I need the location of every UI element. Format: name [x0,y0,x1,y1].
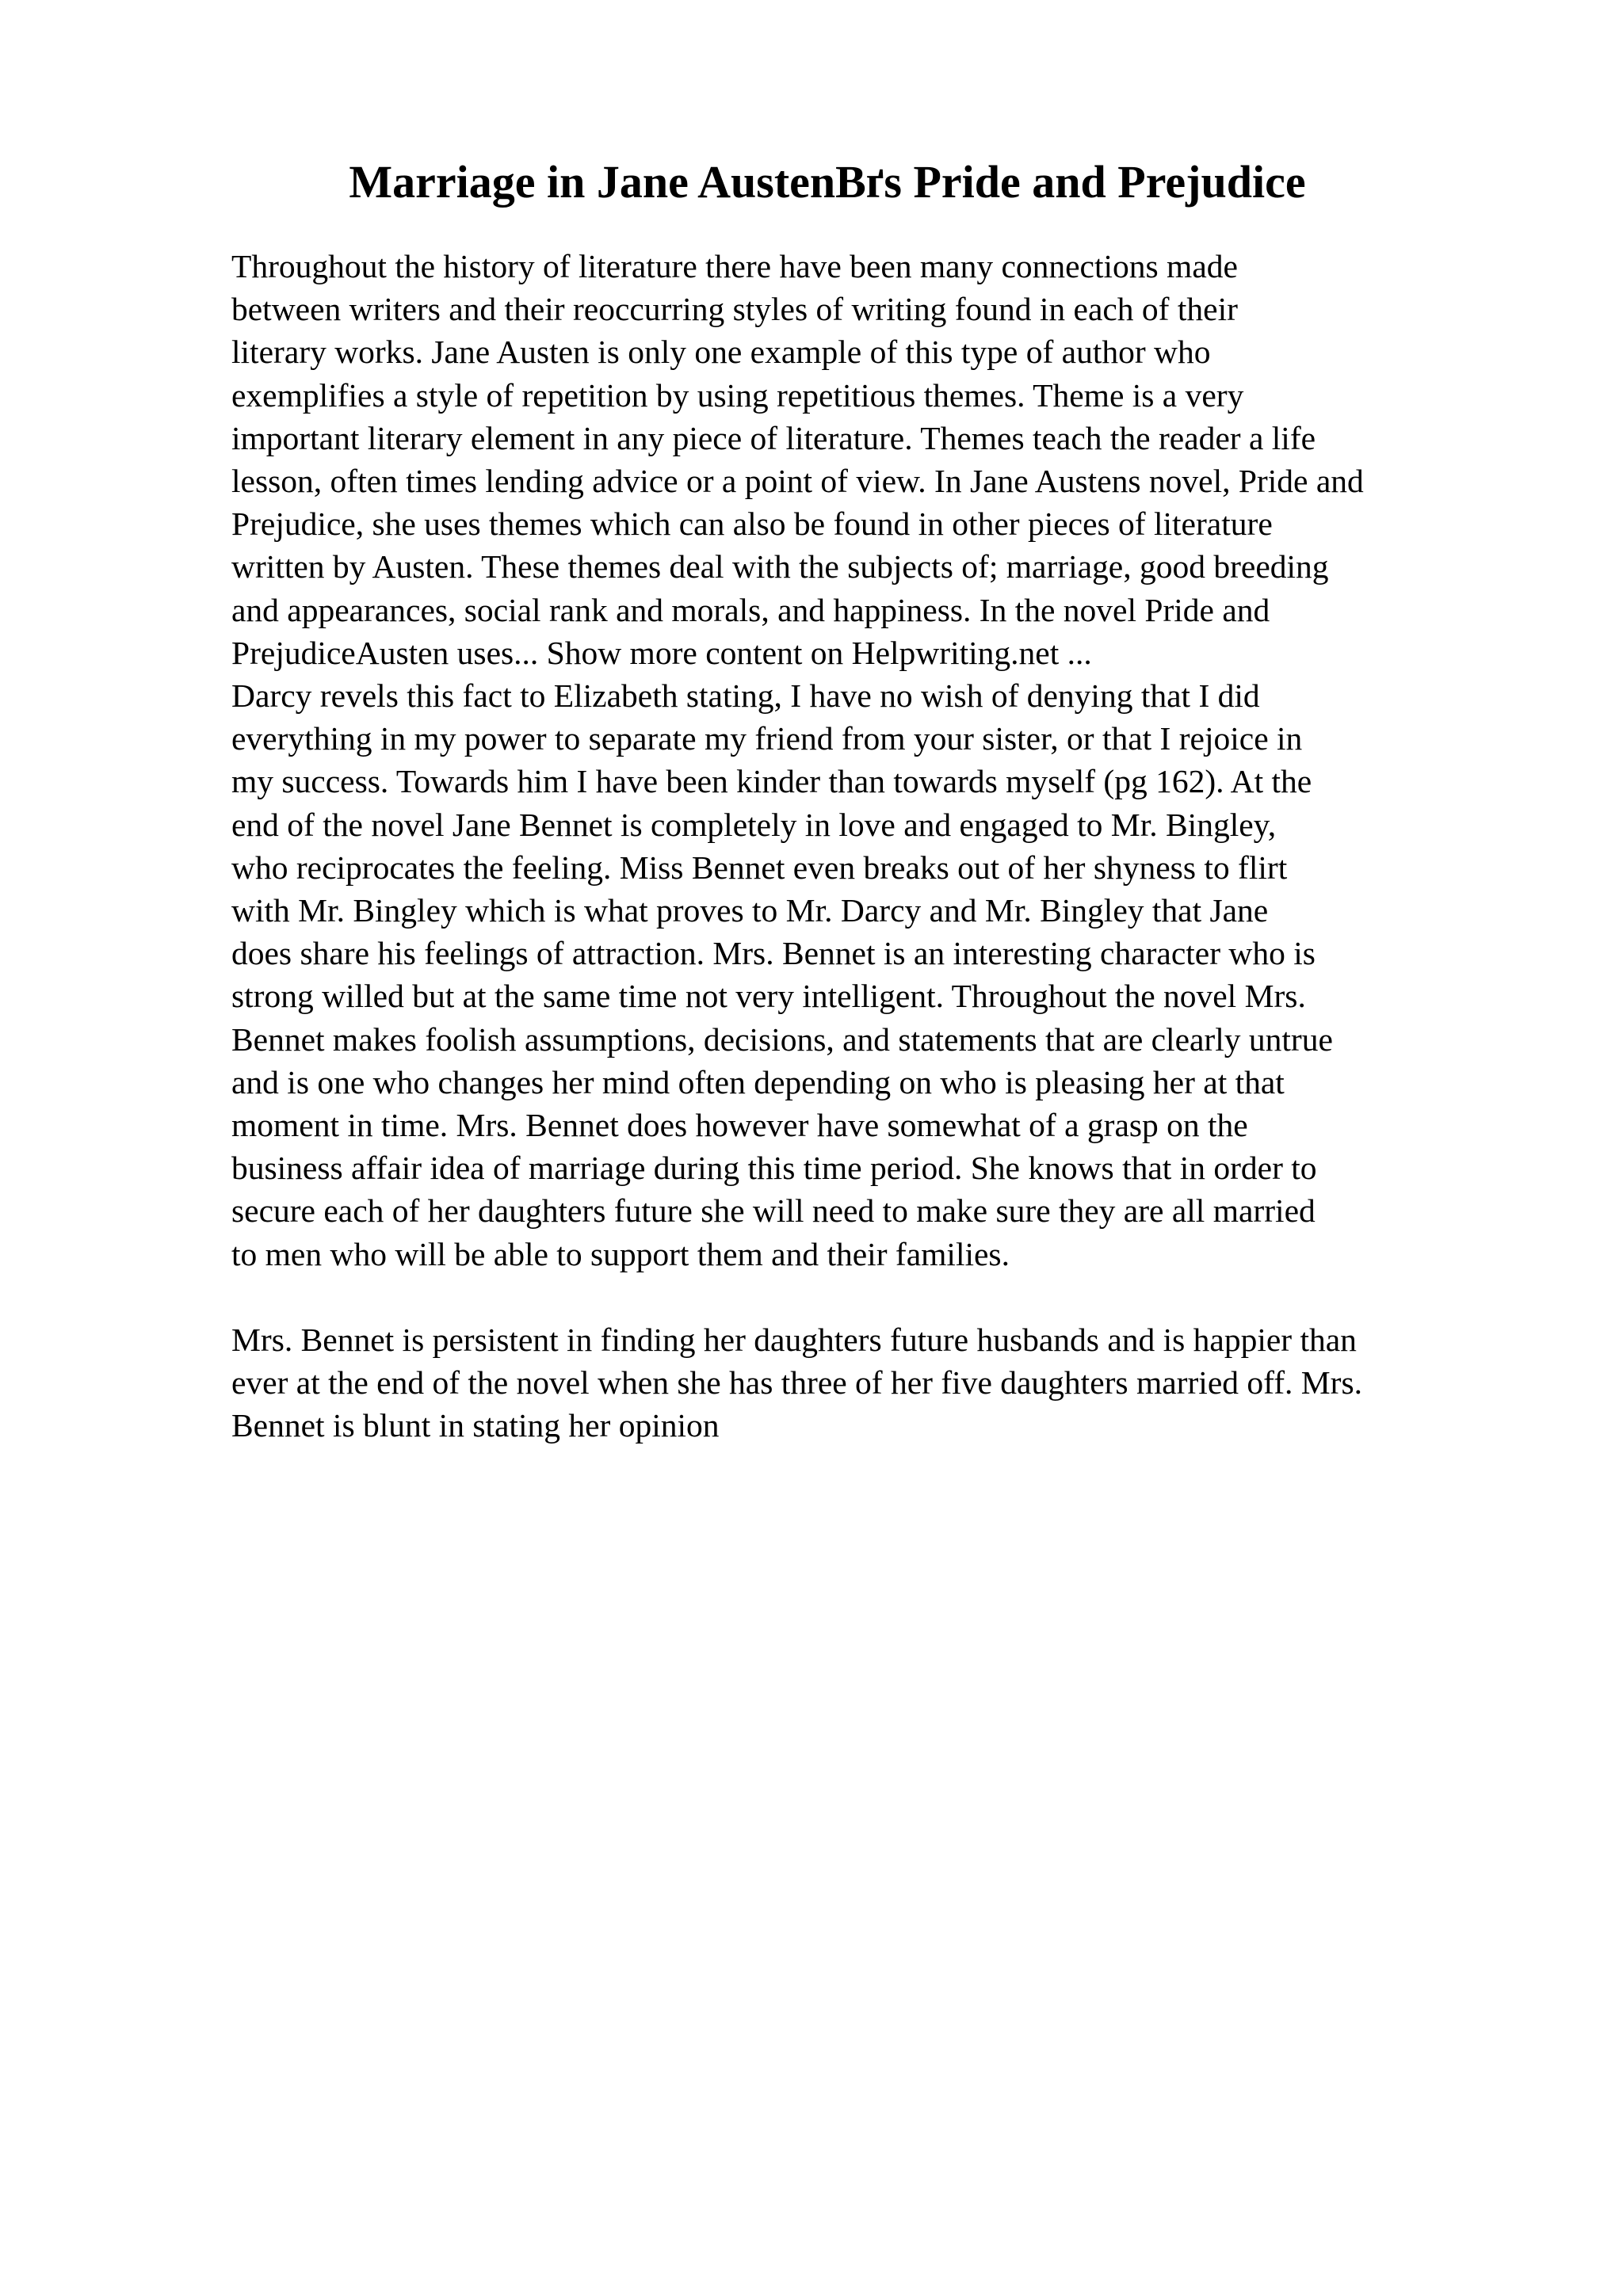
text-line: secure each of her daughters future she will need to make sure they are all married [231,1192,1316,1230]
text-line: Mrs. Bennet is persistent in finding her daughters future husbands and is happier than [231,1322,1357,1359]
text-line: and appearances, social rank and morals, and happiness. In the novel Pride and [231,591,1270,628]
text-line: written by Austen. These themes deal with the subjects of; marriage, good breeding [231,548,1329,585]
text-line: PrejudiceAusten uses... Show more content on Helpwriting.net ... [231,634,1092,671]
text-line: important literary element in any piece of literature. Themes teach the reader a life [231,419,1316,456]
paragraph-2 [231,674,1594,1276]
text-line: strong willed but at the same time not very intelligent. Throughout the novel Mrs. [231,978,1306,1015]
text-line: and is one who changes her mind often depending on who is pleasing her at that [231,1063,1285,1100]
text-line: ever at the end of the novel when she has three of her five daughters married off. Mrs. [231,1364,1363,1402]
paragraph-gap [231,1276,1594,1318]
text-line: end of the novel Jane Bennet is completely in love and engaged to Mr. Bingley, [231,806,1277,843]
document-title: Marriage in Jane AustenВґs Pride and Prejudice [349,156,1306,208]
text-line: exemplifies a style of repetition by using repetitious themes. Theme is a very [231,376,1244,414]
text-line: with Mr. Bingley which is what proves to Mr. Darcy and Mr. Bingley that Jane [231,892,1269,929]
text-line: Bennet makes foolish assumptions, decisions, and statements that are clearly untrue [231,1020,1333,1058]
text-line: Darcy revels this fact to Elizabeth stating, I have no wish of denying that I did [231,677,1260,715]
text-line: Prejudice, she uses themes which can also be found in other pieces of literature [231,505,1273,543]
text-line: who reciprocates the feeling. Miss Bennet even breaks out of her shyness to flirt [231,849,1288,886]
text-line: everything in my power to separate my friend from your sister, or that I rejoice in [231,720,1303,757]
text-line: Throughout the history of literature there have been many connections made [231,248,1238,284]
paragraph-3 [231,1318,1594,1447]
document-body [231,245,1594,1447]
text-line: does share his feelings of attraction. Mrs. Bennet is an interesting character who is [231,935,1316,972]
text-line: business affair idea of marriage during this time period. She knows that in order to [231,1150,1317,1187]
text-line: my success. Towards him I have been kinder than towards myself (pg 162). At the [231,763,1312,800]
text-line: moment in time. Mrs. Bennet does however have somewhat of a grasp on the [231,1107,1248,1144]
text-line: literary works. Jane Austen is only one example of this type of author who [231,334,1211,371]
text-line: between writers and their reoccurring styles of writing found in each of their [231,291,1238,328]
text-line: Bennet is blunt in stating her opinion [231,1407,720,1444]
paragraph-1 [231,245,1594,674]
text-line: lesson, often times lending advice or a point of view. In Jane Austens novel, Pride and [231,463,1364,500]
text-line: to men who will be able to support them and their families. [231,1235,1010,1272]
